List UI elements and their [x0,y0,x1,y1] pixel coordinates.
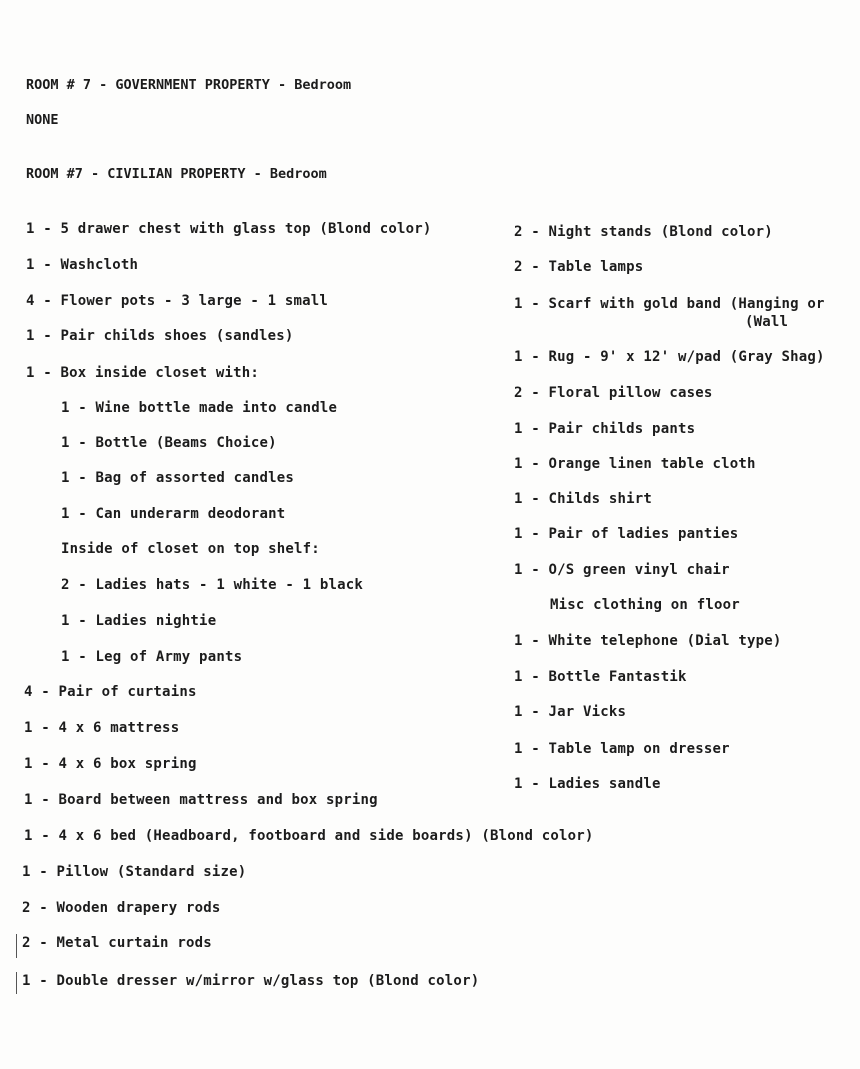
list-item: 2 - Table lamps [514,259,644,275]
list-item: Misc clothing on floor [550,597,740,613]
list-item: 1 - Orange linen table cloth [514,456,756,472]
list-item: 1 - Scarf with gold band (Hanging or [514,296,825,312]
list-item: 1 - Pillow (Standard size) [22,864,247,880]
list-item: 1 - Childs shirt [514,491,653,507]
list-item: 1 - Jar Vicks [514,704,627,720]
list-item: 1 - 4 x 6 bed (Headboard, footboard and side boards) (Blond color) [24,828,594,844]
list-item: 2 - Night stands (Blond color) [514,224,773,240]
list-item: 1 - 4 x 6 box spring [24,756,197,772]
list-item: 2 - Ladies hats - 1 white - 1 black [61,577,364,593]
list-item: 2 - Floral pillow cases [514,385,713,401]
list-item: 1 - Ladies nightie [61,613,217,629]
list-item: 2 - Wooden drapery rods [22,900,221,916]
list-item: 1 - Rug - 9' x 12' w/pad (Gray Shag) [514,349,825,365]
list-item: 1 - 5 drawer chest with glass top (Blond color) [26,221,432,237]
list-item: 1 - Wine bottle made into candle [61,400,338,416]
margin-mark [16,972,17,994]
government-property-header: ROOM # 7 - GOVERNMENT PROPERTY - Bedroom [26,77,352,93]
list-item: 1 - Table lamp on dresser [514,741,730,757]
list-item: Inside of closet on top shelf: [61,541,320,557]
list-item: 1 - Board between mattress and box spring [24,792,378,808]
list-item: 2 - Metal curtain rods [22,935,212,951]
list-item: 1 - Box inside closet with: [26,365,259,381]
list-item: 4 - Flower pots - 3 large - 1 small [26,293,329,309]
list-item: 1 - Double dresser w/mirror w/glass top (Blond color) [22,973,480,989]
list-item: 1 - O/S green vinyl chair [514,562,730,578]
list-item: 1 - Pair childs pants [514,421,696,437]
list-item: 1 - 4 x 6 mattress [24,720,180,736]
list-item: 1 - Pair of ladies panties [514,526,739,542]
list-item: 1 - Bottle (Beams Choice) [61,435,277,451]
list-item: 1 - Pair childs shoes (sandles) [26,328,294,344]
list-item: 1 - Bottle Fantastik [514,669,687,685]
list-item: 4 - Pair of curtains [24,684,197,700]
list-item: 1 - Bag of assorted candles [61,470,294,486]
civilian-property-header: ROOM #7 - CIVILIAN PROPERTY - Bedroom [26,166,327,182]
list-item: 1 - Washcloth [26,257,139,273]
government-property-none: NONE [26,112,59,128]
margin-mark [16,934,17,958]
list-item-continuation: (Wall [745,314,789,330]
list-item: 1 - Ladies sandle [514,776,661,792]
list-item: 1 - White telephone (Dial type) [514,633,782,649]
list-item: 1 - Can underarm deodorant [61,506,286,522]
list-item: 1 - Leg of Army pants [61,649,243,665]
